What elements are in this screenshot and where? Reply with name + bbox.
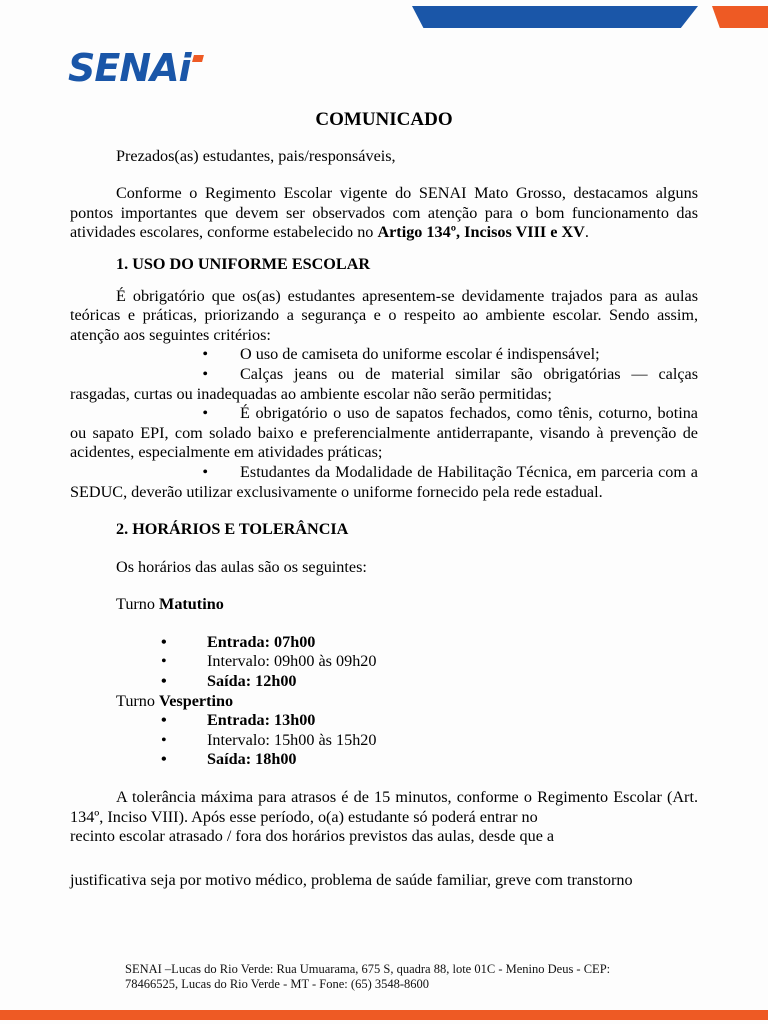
shift2-label: Turno Vespertino xyxy=(116,691,234,710)
footer-line-2: 78466525, Lucas do Rio Verde - MT - Fone: (65) 3548-8600 xyxy=(125,977,430,991)
shift1-name: Matutino xyxy=(159,595,224,614)
intro-text: Conforme o Regimento Escolar vigente do SENAI Mato Grosso, destacamos alguns pontos importantes que devem ser observados com atenção para o bom funcionamento das atividades escolares, conforme estabelecido no xyxy=(70,184,698,242)
intro-paragraph xyxy=(70,184,698,243)
section1-heading: 1. USO DO UNIFORME ESCOLAR xyxy=(116,254,371,273)
bullet-icon: • xyxy=(202,462,208,481)
greeting: Prezados(as) estudantes, pais/responsáveis, xyxy=(116,146,396,165)
section2-heading: 2. HORÁRIOS E TOLERÂNCIA xyxy=(116,520,349,539)
bullet-icon: • xyxy=(161,652,167,671)
tolerance-paragraph: A tolerância máxima para atrasos é de 15 minutos, conforme o Regimento Escolar (Art. 134º, Inciso VIII). Após esse período, o(a) estudante só poderá entrar no xyxy=(70,788,698,826)
footer-orange-bar xyxy=(0,1010,768,1020)
bullet-icon: • xyxy=(202,364,208,383)
uniform-rule-3: • É obrigatório o uso de sapatos fechados, como tênis, coturno, botina ou sapato EPI, com solado baixo e preferencialmente antiderrapante, visando à prevenção de acidentes, especialmente em atividades práticas; xyxy=(70,404,698,462)
logo-accent-mark xyxy=(192,55,204,62)
justification-line: justificativa seja por motivo médico, problema de saúde familiar, greve com transtorno xyxy=(70,870,633,889)
shift1-entry: • Entrada: 07h00 xyxy=(161,632,316,651)
bullet-icon: • xyxy=(161,711,167,730)
bullet-icon: • xyxy=(202,345,208,364)
bullet-icon: • xyxy=(161,750,167,769)
uniform-rule-1: • O uso de camiseta do uniforme escolar é indispensável; xyxy=(70,345,698,365)
header-orange-stripe xyxy=(712,6,768,28)
shift2-name: Vespertino xyxy=(159,691,234,710)
shift2-break: • Intervalo: 15h00 às 15h20 xyxy=(161,730,377,749)
uniform-rule-4: • Estudantes da Modalidade de Habilitação Técnica, em parceria com a SEDUC, deverão utilizar exclusivamente o uniforme fornecido pela rede estadual. xyxy=(70,462,698,501)
bullet-icon: • xyxy=(161,632,167,651)
intro-article-ref: Artigo 134º, Incisos VIII e XV xyxy=(377,223,585,242)
section2-intro: Os horários das aulas são os seguintes: xyxy=(116,557,367,576)
tolerance-line-2: recinto escolar atrasado / fora dos horários previstos das aulas, desde que a xyxy=(70,827,555,846)
shift1-label: Turno Matutino xyxy=(116,595,224,614)
header-blue-stripe xyxy=(412,6,698,28)
bullet-icon: • xyxy=(161,730,167,749)
footer-line-1: SENAI –Lucas do Rio Verde: Rua Umuarama, 675 S, quadra 88, lote 01C - Menino Deus - CEP: xyxy=(125,962,611,976)
senai-logo: SENAi xyxy=(68,46,191,90)
bullet-icon: • xyxy=(161,672,167,691)
shift1-exit: • Saída: 12h00 xyxy=(161,672,297,691)
intro-period: . xyxy=(584,223,589,242)
shift1-break: • Intervalo: 09h00 às 09h20 xyxy=(161,652,377,671)
document-body xyxy=(70,110,698,890)
uniform-rule-2: • Calças jeans ou de material similar são obrigatórias — calças rasgadas, curtas ou inadequadas ao ambiente escolar não serão permitidas; xyxy=(70,364,698,403)
section1-intro: É obrigatório que os(as) estudantes apresentem-se devidamente trajados para as aulas teóricas e práticas, priorizando a segurança e o respeito ao ambiente escolar. Sendo assim, atenção aos seguintes critérios: xyxy=(70,286,698,344)
shift2-exit: • Saída: 18h00 xyxy=(161,750,297,769)
footer-address xyxy=(125,962,645,992)
shift2-entry: • Entrada: 13h00 xyxy=(161,711,316,730)
document-title: COMUNICADO xyxy=(315,109,453,130)
bullet-icon: • xyxy=(202,404,208,423)
